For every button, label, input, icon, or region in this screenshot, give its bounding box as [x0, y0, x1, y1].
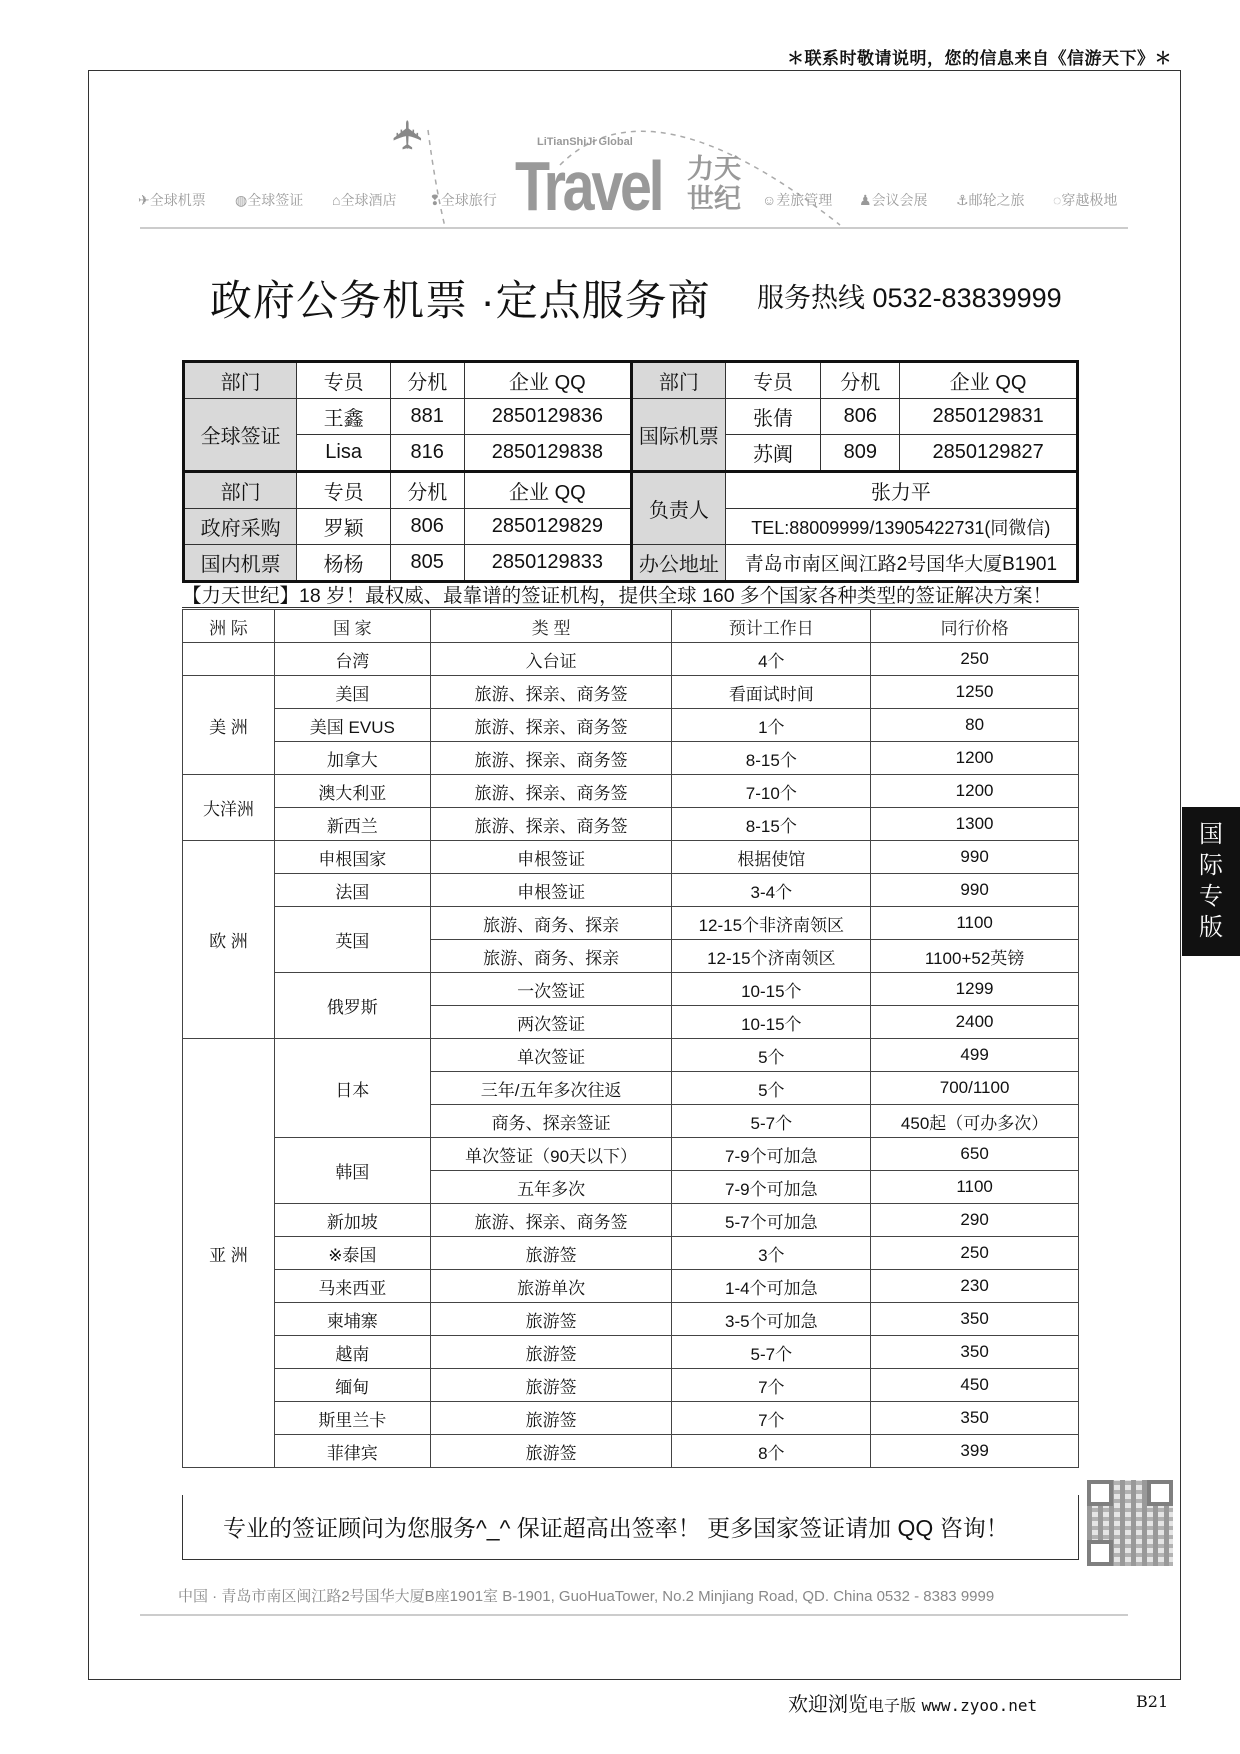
country-cell: 台湾 — [274, 643, 430, 676]
table-row — [183, 709, 1079, 742]
visa-type-cell: 旅游、探亲、商务签 — [430, 1204, 672, 1237]
promo-text: 专业的签证顾问为您服务^_^ 保证超高出签率！ 更多国家签证请加 QQ 咨询！ — [223, 1515, 1009, 1541]
promo-box — [182, 1495, 1079, 1560]
country-cell: 英国 — [274, 907, 430, 973]
table-row — [183, 1435, 1079, 1468]
visa-type-cell: 单次签证 — [430, 1039, 672, 1072]
processing-days-cell: 7个 — [672, 1369, 871, 1402]
table-cell: 杨杨 — [297, 545, 391, 582]
header-cell: 企业 QQ — [464, 362, 632, 399]
table-cell: 2850129836 — [464, 399, 632, 435]
office-address: 青岛市南区闽江路2号国华大厦B1901 — [725, 545, 1077, 582]
column-header: 同行价格 — [871, 610, 1079, 643]
country-cell: 美国 EVUS — [274, 709, 430, 742]
country-cell: 俄罗斯 — [274, 973, 430, 1039]
processing-days-cell: 5个 — [672, 1039, 871, 1072]
processing-days-cell: 5-7个 — [672, 1336, 871, 1369]
nav-item-conference[interactable]: ♟会议会展 — [859, 192, 928, 208]
bottom-welcome: 欢迎浏览电子版 www.zyoo.net — [788, 1694, 1038, 1716]
visa-type-cell: 旅游、商务、探亲 — [430, 907, 672, 940]
table-row — [183, 775, 1079, 808]
visa-type-cell: 旅游签 — [430, 1435, 672, 1468]
region-cell: 亚 洲 — [183, 1039, 275, 1468]
price-cell: 499 — [871, 1039, 1079, 1072]
country-cell: 新加坡 — [274, 1204, 430, 1237]
header-cell: 部门 — [184, 362, 297, 399]
processing-days-cell: 4个 — [672, 643, 871, 676]
processing-days-cell: 3-5个可加急 — [672, 1303, 871, 1336]
price-cell: 1299 — [871, 973, 1079, 1006]
country-cell: ※泰国 — [274, 1237, 430, 1270]
processing-days-cell: 1个 — [672, 709, 871, 742]
divider — [140, 227, 1128, 229]
table-cell: 2850129827 — [900, 435, 1078, 472]
processing-days-cell: 根据使馆 — [672, 841, 871, 874]
visa-type-cell: 旅游、探亲、商务签 — [430, 742, 672, 775]
country-cell: 柬埔寨 — [274, 1303, 430, 1336]
table-cell: 2850129838 — [464, 435, 632, 472]
price-cell: 450 — [871, 1369, 1079, 1402]
region-cell: 大洋洲 — [183, 775, 275, 841]
nav-item-polar[interactable]: ◌穿越极地 — [1053, 192, 1118, 208]
table-cell: 专员 — [297, 472, 391, 509]
visa-type-cell: 旅游、探亲、商务签 — [430, 709, 672, 742]
processing-days-cell: 5-7个可加急 — [672, 1204, 871, 1237]
processing-days-cell: 7-9个可加急 — [672, 1171, 871, 1204]
table-cell: 816 — [390, 435, 464, 472]
price-cell: 1100 — [871, 1171, 1079, 1204]
table-cell: 张倩 — [725, 399, 821, 435]
price-cell: 290 — [871, 1204, 1079, 1237]
table-row — [183, 1237, 1079, 1270]
country-cell: 澳大利亚 — [274, 775, 430, 808]
page-title: 政府公务机票 ·定点服务商 — [210, 277, 711, 324]
divider — [140, 1614, 1128, 1616]
nav-item-travel[interactable]: ❢全球旅行 — [429, 192, 497, 208]
processing-days-cell: 8个 — [672, 1435, 871, 1468]
visa-type-cell: 旅游单次 — [430, 1270, 672, 1303]
price-cell: 700/1100 — [871, 1072, 1079, 1105]
price-cell: 350 — [871, 1336, 1079, 1369]
price-cell: 399 — [871, 1435, 1079, 1468]
header-cell: 分机 — [821, 362, 900, 399]
header-cell: 专员 — [297, 362, 391, 399]
table-row — [183, 973, 1079, 1006]
table-row — [183, 874, 1079, 907]
page-number: B21 — [1136, 1692, 1169, 1711]
airplane-icon: ✈ — [386, 118, 431, 152]
table-row — [183, 1039, 1079, 1072]
table-cell: 政府采购 — [184, 509, 297, 545]
region-cell — [183, 643, 275, 676]
nav-item-visa[interactable]: ◍全球签证 — [235, 192, 304, 208]
table-cell: 分机 — [390, 472, 464, 509]
processing-days-cell: 8-15个 — [672, 742, 871, 775]
processing-days-cell: 看面试时间 — [672, 676, 871, 709]
visa-type-cell: 旅游签 — [430, 1303, 672, 1336]
source-note: ＊联系时敬请说明，您的信息来自《信游天下》＊ — [787, 49, 1172, 68]
processing-days-cell: 10-15个 — [672, 1006, 871, 1039]
divider — [182, 607, 1079, 608]
processing-days-cell: 7-10个 — [672, 775, 871, 808]
processing-days-cell: 5个 — [672, 1072, 871, 1105]
price-cell: 450起（可办多次） — [871, 1105, 1079, 1138]
country-cell: 斯里兰卡 — [274, 1402, 430, 1435]
table-row — [183, 808, 1079, 841]
table-row — [183, 841, 1079, 874]
table-cell: 805 — [390, 545, 464, 582]
processing-days-cell: 8-15个 — [672, 808, 871, 841]
table-cell: 2850129829 — [464, 509, 632, 545]
visa-type-cell: 旅游签 — [430, 1369, 672, 1402]
price-cell: 1250 — [871, 676, 1079, 709]
table-cell: 企业 QQ — [464, 472, 632, 509]
header-cell: 专员 — [725, 362, 821, 399]
country-cell: 美国 — [274, 676, 430, 709]
header-cell: 企业 QQ — [900, 362, 1078, 399]
nav-item-cruise[interactable]: ⚓邮轮之旅 — [956, 192, 1025, 208]
visa-type-cell: 两次签证 — [430, 1006, 672, 1039]
logo: LiTianShiJi Global Travel 力天世纪 — [515, 136, 741, 225]
table-row — [183, 1303, 1079, 1336]
column-header: 预计工作日 — [672, 610, 871, 643]
manager-name: 张力平 — [725, 472, 1077, 509]
country-cell: 申根国家 — [274, 841, 430, 874]
region-cell: 美 洲 — [183, 676, 275, 775]
table-cell: 2850129831 — [900, 399, 1078, 435]
country-cell: 缅甸 — [274, 1369, 430, 1402]
price-cell: 650 — [871, 1138, 1079, 1171]
visa-type-cell: 三年/五年多次往返 — [430, 1072, 672, 1105]
table-cell: 王鑫 — [297, 399, 391, 435]
processing-days-cell: 10-15个 — [672, 973, 871, 1006]
processing-days-cell: 12-15个济南领区 — [672, 940, 871, 973]
table-row — [183, 1402, 1079, 1435]
country-cell: 法国 — [274, 874, 430, 907]
country-cell: 日本 — [274, 1039, 430, 1138]
table-row — [183, 1270, 1079, 1303]
dept-cell: 国际机票 — [632, 399, 725, 472]
footer-address: 中国 · 青岛市南区闽江路2号国华大厦B座1901室 B-1901, GuoHuaTower, No.2 Minjiang Road, QD. China 0532 - 8383 9999 — [178, 1588, 995, 1605]
visa-type-cell: 旅游、商务、探亲 — [430, 940, 672, 973]
country-cell: 加拿大 — [274, 742, 430, 775]
price-cell: 1100+52英镑 — [871, 940, 1079, 973]
visa-type-cell: 旅游、探亲、商务签 — [430, 775, 672, 808]
table-row — [183, 1204, 1079, 1237]
table-row — [183, 907, 1079, 940]
office-label: 办公地址 — [632, 545, 725, 582]
table-cell: 苏阗 — [725, 435, 821, 472]
header-cell: 部门 — [632, 362, 725, 399]
table-cell: 806 — [821, 399, 900, 435]
visa-price-table — [182, 609, 1079, 1468]
visa-type-cell: 单次签证（90天以下） — [430, 1138, 672, 1171]
price-cell: 80 — [871, 709, 1079, 742]
manager-label: 负责人 — [632, 472, 725, 545]
site-link[interactable]: www.zyoo.net — [921, 1696, 1038, 1715]
price-cell: 250 — [871, 1237, 1079, 1270]
price-cell: 350 — [871, 1303, 1079, 1336]
qr-code — [1087, 1480, 1173, 1566]
section-tab: 国际专版 — [1182, 807, 1240, 956]
processing-days-cell: 12-15个非济南领区 — [672, 907, 871, 940]
price-cell: 1300 — [871, 808, 1079, 841]
table-cell: 2850129833 — [464, 545, 632, 582]
visa-type-cell: 旅游签 — [430, 1336, 672, 1369]
price-cell: 2400 — [871, 1006, 1079, 1039]
price-cell: 230 — [871, 1270, 1079, 1303]
table-row — [183, 1369, 1079, 1402]
table-row — [183, 1336, 1079, 1369]
price-cell: 990 — [871, 874, 1079, 907]
processing-days-cell: 3-4个 — [672, 874, 871, 907]
table-row — [183, 676, 1079, 709]
visa-type-cell: 商务、探亲签证 — [430, 1105, 672, 1138]
processing-days-cell: 7个 — [672, 1402, 871, 1435]
visa-type-cell: 旅游、探亲、商务签 — [430, 676, 672, 709]
hotline: 服务热线 0532-83839999 — [757, 283, 1062, 313]
header-cell: 分机 — [390, 362, 464, 399]
table-cell: 806 — [390, 509, 464, 545]
processing-days-cell: 3个 — [672, 1237, 871, 1270]
table-row — [183, 643, 1079, 676]
table-cell: 国内机票 — [184, 545, 297, 582]
visa-type-cell: 一次签证 — [430, 973, 672, 1006]
table-cell: 881 — [390, 399, 464, 435]
country-cell: 越南 — [274, 1336, 430, 1369]
price-cell: 350 — [871, 1402, 1079, 1435]
column-header: 洲 际 — [183, 610, 275, 643]
nav-item-flights[interactable]: ✈全球机票 — [138, 192, 206, 208]
price-cell: 1100 — [871, 907, 1079, 940]
visa-type-cell: 旅游签 — [430, 1402, 672, 1435]
price-cell: 990 — [871, 841, 1079, 874]
table-row — [183, 742, 1079, 775]
processing-days-cell: 5-7个 — [672, 1105, 871, 1138]
nav-item-business-travel[interactable]: ☺差旅管理 — [762, 192, 833, 208]
processing-days-cell: 7-9个可加急 — [672, 1138, 871, 1171]
visa-type-cell: 旅游签 — [430, 1237, 672, 1270]
region-cell: 欧 洲 — [183, 841, 275, 1039]
visa-type-cell: 五年多次 — [430, 1171, 672, 1204]
table-row — [183, 1138, 1079, 1171]
visa-type-cell: 申根签证 — [430, 841, 672, 874]
dept-cell: 全球签证 — [184, 399, 297, 472]
manager-tel: TEL:88009999/13905422731(同微信) — [725, 509, 1077, 545]
column-header: 类 型 — [430, 610, 672, 643]
table-cell: 罗颖 — [297, 509, 391, 545]
banner-text: 【力天世纪】18 岁！最权威、最靠谱的签证机构，提供全球 160 多个国家各种类型的签证解决方案！ — [182, 585, 1052, 607]
visa-type-cell: 旅游、探亲、商务签 — [430, 808, 672, 841]
nav-item-hotel[interactable]: ⌂全球酒店 — [332, 192, 397, 208]
table-cell: 部门 — [184, 472, 297, 509]
price-cell: 250 — [871, 643, 1079, 676]
table-cell: 809 — [821, 435, 900, 472]
visa-type-cell: 申根签证 — [430, 874, 672, 907]
processing-days-cell: 1-4个可加急 — [672, 1270, 871, 1303]
price-cell: 1200 — [871, 742, 1079, 775]
column-header: 国 家 — [274, 610, 430, 643]
country-cell: 新西兰 — [274, 808, 430, 841]
country-cell: 韩国 — [274, 1138, 430, 1204]
country-cell: 马来西亚 — [274, 1270, 430, 1303]
visa-type-cell: 入台证 — [430, 643, 672, 676]
table-cell: Lisa — [297, 435, 391, 472]
contact-table — [182, 360, 1079, 583]
price-cell: 1200 — [871, 775, 1079, 808]
country-cell: 菲律宾 — [274, 1435, 430, 1468]
